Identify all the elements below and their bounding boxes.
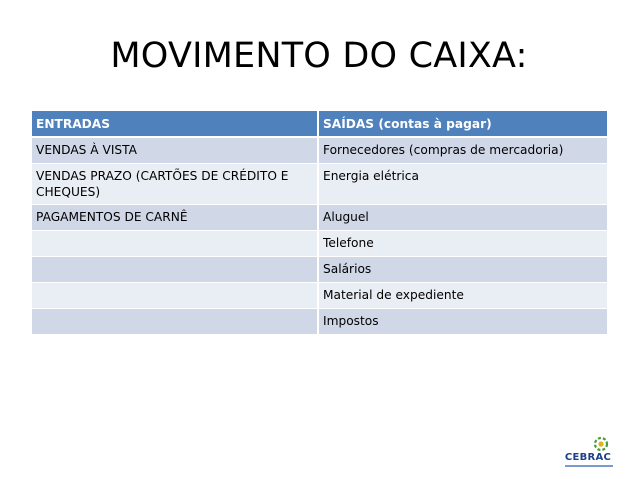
saida-cell: Material de expediente [318,283,607,309]
entrada-cell: VENDAS À VISTA [32,137,318,164]
cebrac-logo-icon [593,436,609,452]
table-row [32,205,607,231]
entrada-cell [32,283,318,309]
entrada-cell: VENDAS PRAZO (CARTÕES DE CRÉDITO E CHEQUES) [32,164,318,205]
saida-cell: Salários [318,257,607,283]
table-row [32,283,607,309]
table-row [32,231,607,257]
cebrac-logo-text: CEBRAC [564,452,612,463]
header-entradas: ENTRADAS [32,111,318,137]
saida-cell: Energia elétrica [318,164,607,205]
table-header-row [32,111,607,137]
table-row [32,309,607,335]
entrada-cell: PAGAMENTOS DE CARNÊ [32,205,318,231]
slide-title: MOVIMENTO DO CAIXA: [110,36,528,76]
entrada-cell [32,309,318,335]
saida-cell: Telefone [318,231,607,257]
header-saidas: SAÍDAS (contas à pagar) [318,111,607,137]
entrada-cell [32,231,318,257]
logo-underline [565,465,613,467]
table-row [32,137,607,164]
saida-cell: Fornecedores (compras de mercadoria) [318,137,607,164]
entrada-cell [32,257,318,283]
saida-cell: Aluguel [318,205,607,231]
table-row [32,257,607,283]
table-row [32,164,607,205]
cebrac-logo [563,436,613,470]
saida-cell: Impostos [318,309,607,335]
cash-flow-table [32,111,607,335]
